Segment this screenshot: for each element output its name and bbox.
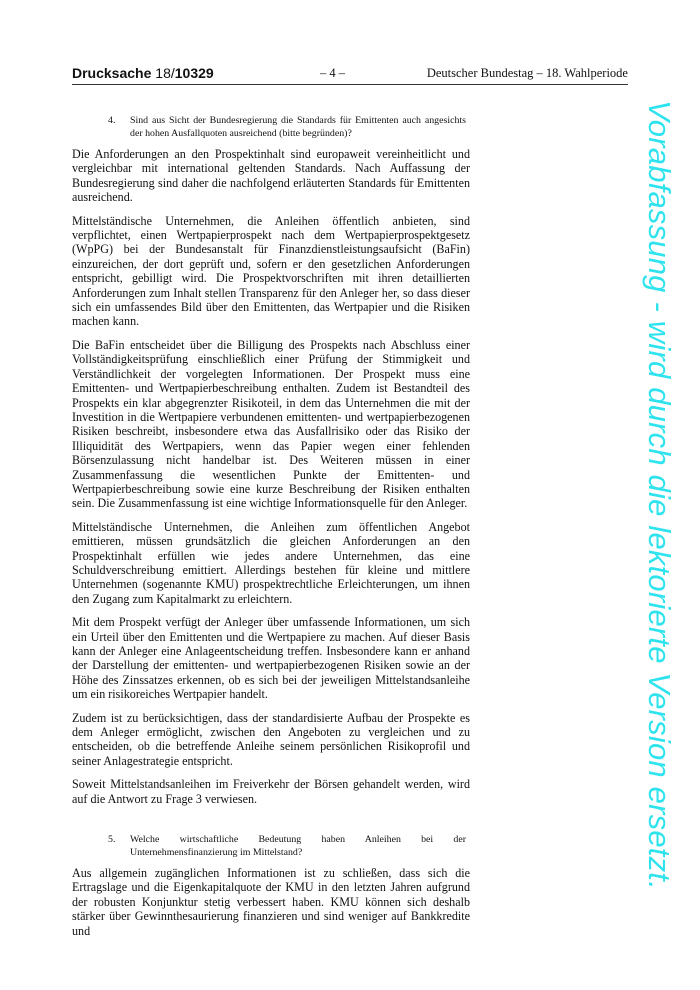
publisher: Deutscher Bundestag – 18. Wahlperiode [426, 66, 628, 80]
question-text: Welche wirtschaftliche Bedeutung haben Anleihen bei der Unternehmensfinanzierung im Mittelstand? [130, 834, 466, 859]
question-number: 5. [108, 834, 116, 846]
answer-paragraph: Die Anforderungen an den Prospektinhalt sind europaweit vereinheitlicht und vergleichbar mit international geltenden Standards. Nach Auffassung der Bundesregierung sind daher die nachfolgend erläuterten Standards für Emittenten ausreichend. [72, 147, 470, 205]
answer-paragraph: Zudem ist zu berücksichtigen, dass der standardisierte Aufbau der Prospekte es dem Anleger ermöglicht, zwischen den Angeboten zu vergleichen und zu entscheiden, ob die betreffende Anleihe seinem persönlichen Risikoprofil und seiner Anlagestrategie entspricht. [72, 710, 470, 768]
answer-paragraph: Mittelständische Unternehmen, die Anleihen öffentlich anbieten, sind verpflichtet, einen Wertpapierprospekt nach dem Wertpapierprospektgesetz (WpPG) bei der Bundesanstalt für Finanzdienstleistungsaufsicht (BaFin) einzureichen, der dort geprüft und, sofern er den gesetzlichen Anforderungen entspricht, gebilligt wird. Die Prospektvorschriften mit ihren detaillierten Anforderungen zum Inhalt stellen Transparenz für den Anleger her, so dass dieser sich ein umfassendes Bild über den Emittenten, das Wertpapier und die Risiken machen kann. [72, 213, 470, 329]
doc-number: 10329 [174, 65, 214, 81]
answer-paragraph: Mittelständische Unternehmen, die Anleihen zum öffentlichen Angebot emittieren, müssen grundsätzlich die gleichen Anforderungen an den Prospektinhalt erfüllen wie jedes andere Unternehmen, das eine Schuldverschreibung emittiert. Allerdings bestehen für kleine und mittlere Unternehmen (sogenannte KMU) prospektrechtliche Erleichterungen, um ihnen den Zugang zum Kapitalmarkt zu erleichtern. [72, 519, 470, 606]
page-body [72, 114, 470, 947]
answer-paragraph: Soweit Mittelstandsanleihen im Freiverkehr der Börsen gehandelt werden, wird auf die Antwort zu Frage 3 verwiesen. [72, 777, 470, 806]
answer-paragraph: Aus allgemein zugänglichen Informationen ist zu schließen, dass sich die Ertragslage und die Eigenkapitalquote der KMU in den letzten Jahren aufgrund der robusten Konjunktur stetig verbessert haben. KMU können sich deshalb stärker über Gewinnthesaurierung finanzieren und sind weniger auf Bankkredite und [72, 866, 470, 938]
question-number: 4. [108, 115, 116, 126]
answer-paragraph: Mit dem Prospekt verfügt der Anleger über umfassende Informationen, um sich ein Urteil über den Emittenten und die Wertpapiere zu machen. Auf dieser Basis kann der Anleger eine Anlageentscheidung treffen. Insbesondere kann er anhand der Darstellung der emittenten- und wertpapierbezogenen Risiken sowie an der Höhe des Zinssatzes erkennen, ob es sich bei der jeweiligen Mittelstandsanleihe um ein risikoreiches Wertpapier handelt. [72, 615, 470, 702]
draft-watermark: Vorabfassung - wird durch die lektorierte Version ersetzt. [642, 100, 677, 890]
answer-paragraph: Die BaFin entscheidet über die Billigung des Prospekts nach Abschluss einer Vollständigkeitsprüfung einschließlich einer Prüfung der Stimmigkeit und Verständlichkeit der vorgelegten Informationen. Der Prospekt muss eine Emittenten- und Wertpapierbeschreibung enthalten. Zudem ist Bestandteil des Prospekts ein klar abgegrenzter Risikoteil, in dem das Unternehmen die mit der Investition in die Wertpapiere verbundenen emittenten- und wertpapierbezogenen Risiken beschreibt, insbesondere etwa das Ausfallrisiko oder das Risiko der Illiquidität des Wertpapiers, wenn das Papier wegen einer fehlenden Börsenzulassung nicht handelbar ist. Des Weiteren müssen in einer Zusammenfassung die wesentlichen Punkte der Emittenten- und Wertpapierbeschreibung sowie eine kurze Beschreibung der Risiken enthalten sein. Die Zusammenfassung ist eine wichtige Informationsquelle für den Anleger. [72, 337, 470, 511]
page-header [72, 64, 628, 85]
doc-period: 18/ [155, 65, 175, 81]
page-number: – 4 – [320, 66, 345, 80]
doc-label: Drucksache [72, 65, 152, 81]
question-text: Sind aus Sicht der Bundesregierung die Standards für Emittenten auch angesichts der hohen Ausfallquoten ausreichend (bitte begründen)? [130, 115, 466, 139]
question-4 [108, 114, 470, 140]
question-5 [108, 833, 470, 859]
document-number [72, 65, 214, 81]
